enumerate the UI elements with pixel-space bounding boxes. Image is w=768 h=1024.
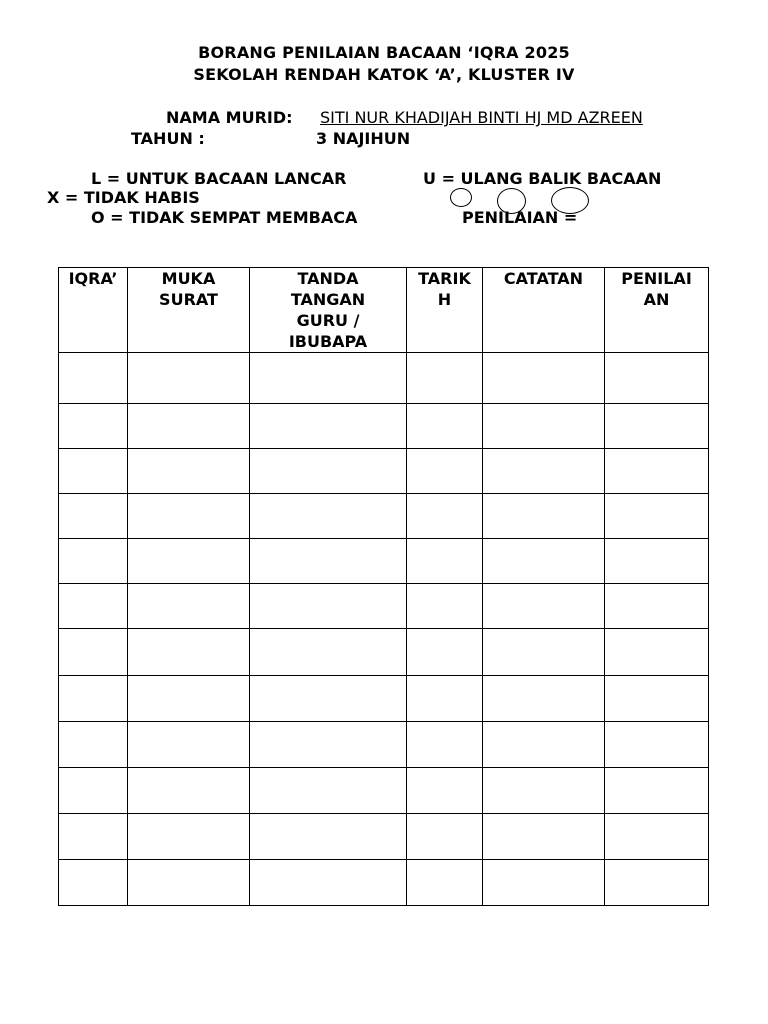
table-cell[interactable]: [483, 353, 605, 404]
table-cell[interactable]: [250, 353, 407, 404]
table-cell[interactable]: [59, 494, 128, 539]
table-row: [59, 814, 709, 860]
table-cell[interactable]: [250, 676, 407, 722]
table-cell[interactable]: [407, 676, 483, 722]
table-cell[interactable]: [407, 768, 483, 814]
table-cell[interactable]: [250, 722, 407, 768]
header-muka-surat: MUKA SURAT: [128, 268, 250, 353]
table-cell[interactable]: [250, 494, 407, 539]
table-cell[interactable]: [605, 404, 709, 449]
table-cell[interactable]: [250, 629, 407, 676]
table-cell[interactable]: [128, 860, 250, 906]
table-cell[interactable]: [605, 353, 709, 404]
table-cell[interactable]: [128, 584, 250, 629]
table-cell[interactable]: [407, 584, 483, 629]
table-cell[interactable]: [128, 768, 250, 814]
table-cell[interactable]: [483, 860, 605, 906]
table-cell[interactable]: [483, 722, 605, 768]
table-cell[interactable]: [59, 676, 128, 722]
table-cell[interactable]: [250, 449, 407, 494]
table-row: [59, 449, 709, 494]
table-cell[interactable]: [59, 722, 128, 768]
table-body: [59, 353, 709, 906]
table-cell[interactable]: [483, 494, 605, 539]
table-cell[interactable]: [407, 629, 483, 676]
header-catatan: CATATAN: [483, 268, 605, 353]
table-cell[interactable]: [128, 353, 250, 404]
table-cell[interactable]: [128, 539, 250, 584]
year-value: 3 NAJIHUN: [316, 129, 411, 148]
form-title-line2: SEKOLAH RENDAH KATOK ‘A’, KLUSTER IV: [193, 65, 575, 84]
table-cell[interactable]: [407, 860, 483, 906]
table-row: [59, 494, 709, 539]
table-cell[interactable]: [605, 860, 709, 906]
table-row: [59, 768, 709, 814]
table-cell[interactable]: [128, 814, 250, 860]
table-cell[interactable]: [605, 494, 709, 539]
assessment-table: [58, 267, 709, 906]
table-cell[interactable]: [59, 584, 128, 629]
table-cell[interactable]: [605, 768, 709, 814]
table-cell[interactable]: [483, 676, 605, 722]
table-cell[interactable]: [483, 814, 605, 860]
table-cell[interactable]: [59, 449, 128, 494]
form-title-line1: BORANG PENILAIAN BACAAN ‘IQRA 2025: [198, 43, 570, 62]
table-cell[interactable]: [605, 539, 709, 584]
table-row: [59, 860, 709, 906]
rating-circle-small: [450, 188, 472, 207]
table-cell[interactable]: [59, 814, 128, 860]
header-iqra: IQRA’: [59, 268, 128, 353]
header-penilaian: PENILAI AN: [605, 268, 709, 353]
table-row: [59, 584, 709, 629]
table-cell[interactable]: [605, 722, 709, 768]
table-row: [59, 722, 709, 768]
table-cell[interactable]: [59, 860, 128, 906]
table-cell[interactable]: [59, 629, 128, 676]
table-row: [59, 353, 709, 404]
rating-circle-large: [551, 187, 589, 214]
table-cell[interactable]: [407, 404, 483, 449]
table-cell[interactable]: [250, 404, 407, 449]
table-cell[interactable]: [250, 584, 407, 629]
header-tarikh: TARIK H: [407, 268, 483, 353]
table-row: [59, 629, 709, 676]
table-cell[interactable]: [250, 860, 407, 906]
table-cell[interactable]: [605, 584, 709, 629]
table-cell[interactable]: [128, 494, 250, 539]
table-cell[interactable]: [407, 494, 483, 539]
penilaian-label: PENILAIAN =: [462, 208, 578, 227]
table-cell[interactable]: [483, 584, 605, 629]
table-cell[interactable]: [59, 353, 128, 404]
table-cell[interactable]: [250, 539, 407, 584]
table-cell[interactable]: [250, 768, 407, 814]
legend-lancar: L = UNTUK BACAAN LANCAR: [91, 169, 347, 188]
table-cell[interactable]: [407, 449, 483, 494]
table-cell[interactable]: [483, 629, 605, 676]
table-cell[interactable]: [483, 539, 605, 584]
table-cell[interactable]: [250, 814, 407, 860]
table-cell[interactable]: [128, 722, 250, 768]
table-cell[interactable]: [59, 539, 128, 584]
table-cell[interactable]: [407, 539, 483, 584]
table-cell[interactable]: [128, 629, 250, 676]
table-cell[interactable]: [605, 676, 709, 722]
table-cell[interactable]: [605, 629, 709, 676]
table-cell[interactable]: [483, 768, 605, 814]
year-label: TAHUN :: [131, 129, 205, 148]
table-cell[interactable]: [407, 353, 483, 404]
table-cell[interactable]: [483, 404, 605, 449]
legend-tidak-sempat: O = TIDAK SEMPAT MEMBACA: [91, 208, 358, 227]
table-row: [59, 404, 709, 449]
table-header-row: [59, 268, 709, 353]
table-row: [59, 539, 709, 584]
table-cell[interactable]: [407, 814, 483, 860]
header-tanda-tangan: TANDA TANGAN GURU / IBUBAPA: [250, 268, 407, 353]
table-cell[interactable]: [128, 404, 250, 449]
table-cell[interactable]: [407, 722, 483, 768]
student-name-value: SITI NUR KHADIJAH BINTI HJ MD AZREEN: [320, 108, 643, 127]
table-cell[interactable]: [128, 676, 250, 722]
legend-tidak-habis: X = TIDAK HABIS: [47, 188, 200, 207]
rating-circle-medium: [497, 188, 526, 214]
table-cell[interactable]: [605, 449, 709, 494]
table-cell[interactable]: [59, 404, 128, 449]
table-row: [59, 676, 709, 722]
table-cell[interactable]: [128, 449, 250, 494]
table-cell[interactable]: [483, 449, 605, 494]
table-cell[interactable]: [59, 768, 128, 814]
student-name-label: NAMA MURID:: [166, 108, 293, 127]
legend-ulang: U = ULANG BALIK BACAAN: [423, 169, 662, 188]
table-cell[interactable]: [605, 814, 709, 860]
